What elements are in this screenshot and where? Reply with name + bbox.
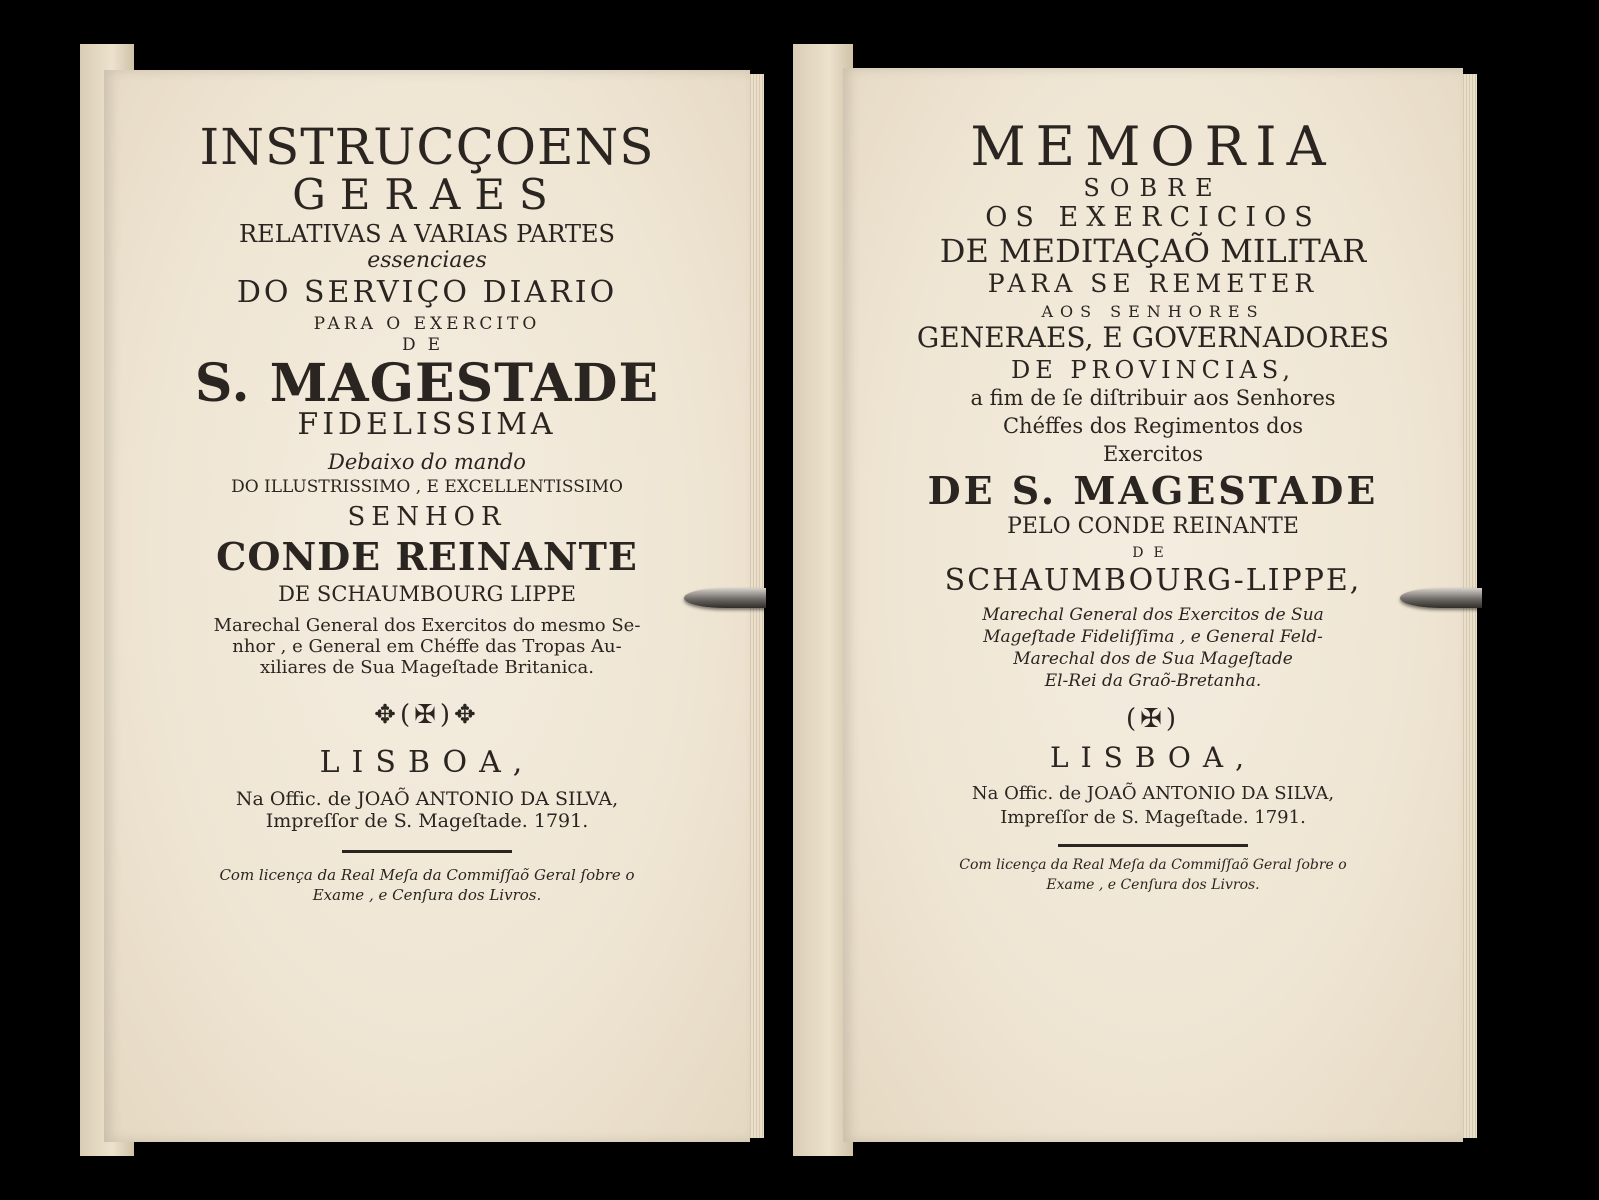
left-title-line-9: FIDELISSIMA (297, 407, 557, 442)
left-title-line-1: INSTRUCÇOENS (199, 118, 655, 176)
left-title-line-14: DE SCHAUMBOURG LIPPE (278, 582, 576, 606)
right-printer-line-2: Impreſſor de S. Mageſtade. 1791. (1000, 807, 1306, 828)
left-title-line-2: GERAES (292, 170, 562, 219)
right-ornament: (✠) (1125, 704, 1181, 734)
left-ornament: ✥(✠)✥ (374, 700, 480, 730)
right-license (843, 855, 1463, 895)
left-license-line-2: Exame , e Cenſura dos Livros. (312, 886, 542, 904)
left-license (104, 865, 750, 905)
right-title2-line-4: SCHAUMBOURG-LIPPE, (944, 563, 1362, 598)
right-description-line-1: Marechal General dos Exercitos de Sua (982, 605, 1324, 625)
left-description-line-1: Marechal General dos Exercitos do mesmo Se- (213, 615, 641, 636)
left-printer-line-1: Na Offic. de JOAÕ ANTONIO DA SILVA, (235, 788, 619, 810)
right-title2-line-2: PELO CONDE REINANTE (1007, 514, 1299, 539)
right-title-line-6: AOS SENHORES (1041, 302, 1265, 321)
right-description (843, 604, 1463, 692)
left-title-line-10: Debaixo do mando (328, 450, 526, 474)
right-printer-line-1: Na Offic. de JOAÕ ANTONIO DA SILVA, (971, 783, 1335, 804)
left-printer (104, 788, 750, 832)
left-city: LISBOA, (319, 745, 535, 780)
left-title-line-4: essenciaes (367, 248, 487, 273)
left-printer-line-2: Impreſſor de S. Mageſtade. 1791. (265, 810, 589, 832)
left-title-page (104, 70, 750, 1142)
left-description (104, 615, 750, 678)
left-title-line-13: CONDE REINANTE (216, 534, 638, 579)
left-divider-rule (342, 850, 512, 853)
left-title-line-8: S. MAGESTADE (194, 353, 660, 414)
left-title-line-11: DO ILLUSTRISSIMO , E EXCELLENTISSIMO (231, 477, 623, 497)
right-printer (843, 782, 1463, 830)
left-description-line-3: xiliares de Sua Mageſtade Britanica. (260, 657, 594, 678)
left-page-clip (684, 588, 766, 608)
right-purpose-line-1: a fim de ſe diſtribuir aos Senhores (970, 386, 1336, 410)
right-title-line-7: GENERAES, E GOVERNADORES (916, 321, 1390, 354)
right-license-line-2: Exame , e Cenſura dos Livros. (1046, 877, 1260, 893)
right-description-line-3: Marechal dos de Sua Mageſtade (1013, 649, 1293, 669)
right-title-page (843, 68, 1463, 1142)
right-title-line-5: PARA SE REMETER (987, 269, 1319, 298)
right-title-line-3: OS EXERCICIOS (985, 202, 1321, 233)
left-book (80, 44, 780, 1156)
left-title-line-3: RELATIVAS A VARIAS PARTES (239, 220, 615, 248)
right-book (793, 44, 1493, 1156)
right-title-line-8: DE PROVINCIAS, (1010, 356, 1296, 384)
right-purpose-line-3: Exercitos (1103, 442, 1203, 466)
right-title2-line-1: DE S. MAGESTADE (927, 468, 1379, 513)
left-title-line-12: SENHOR (347, 502, 507, 532)
left-title-line-7: DE (401, 335, 453, 355)
right-purpose-line-2: Chéffes dos Regimentos dos (1002, 414, 1304, 438)
left-title-line-5: DO SERVIÇO DIARIO (236, 275, 618, 310)
right-license-line-1: Com licença da Real Meſa da Commiſſaõ Geral ſobre o (959, 857, 1347, 873)
right-city: LISBOA, (1049, 741, 1256, 774)
right-title-line-2: SOBRE (1083, 174, 1223, 202)
right-title-line-4: DE MEDITAÇAÕ MILITAR (939, 232, 1367, 270)
right-description-line-2: Mageſtade Fideliſſima , e General Feld- (983, 627, 1323, 647)
right-page-clip (1400, 588, 1482, 608)
right-purpose (843, 384, 1463, 468)
right-title2-line-3: DE (1132, 545, 1174, 561)
left-license-line-1: Com licença da Real Meſa da Commiſſaõ Geral ſobre o (219, 866, 635, 884)
right-divider-rule (1058, 844, 1248, 847)
right-title-line-1: MEMORIA (970, 115, 1336, 178)
left-description-line-2: nhor , e General em Chéffe das Tropas Au- (232, 636, 622, 657)
left-title-line-6: PARA O EXERCITO (313, 314, 541, 334)
right-description-line-4: El-Rei da Graõ-Bretanha. (1044, 671, 1262, 691)
